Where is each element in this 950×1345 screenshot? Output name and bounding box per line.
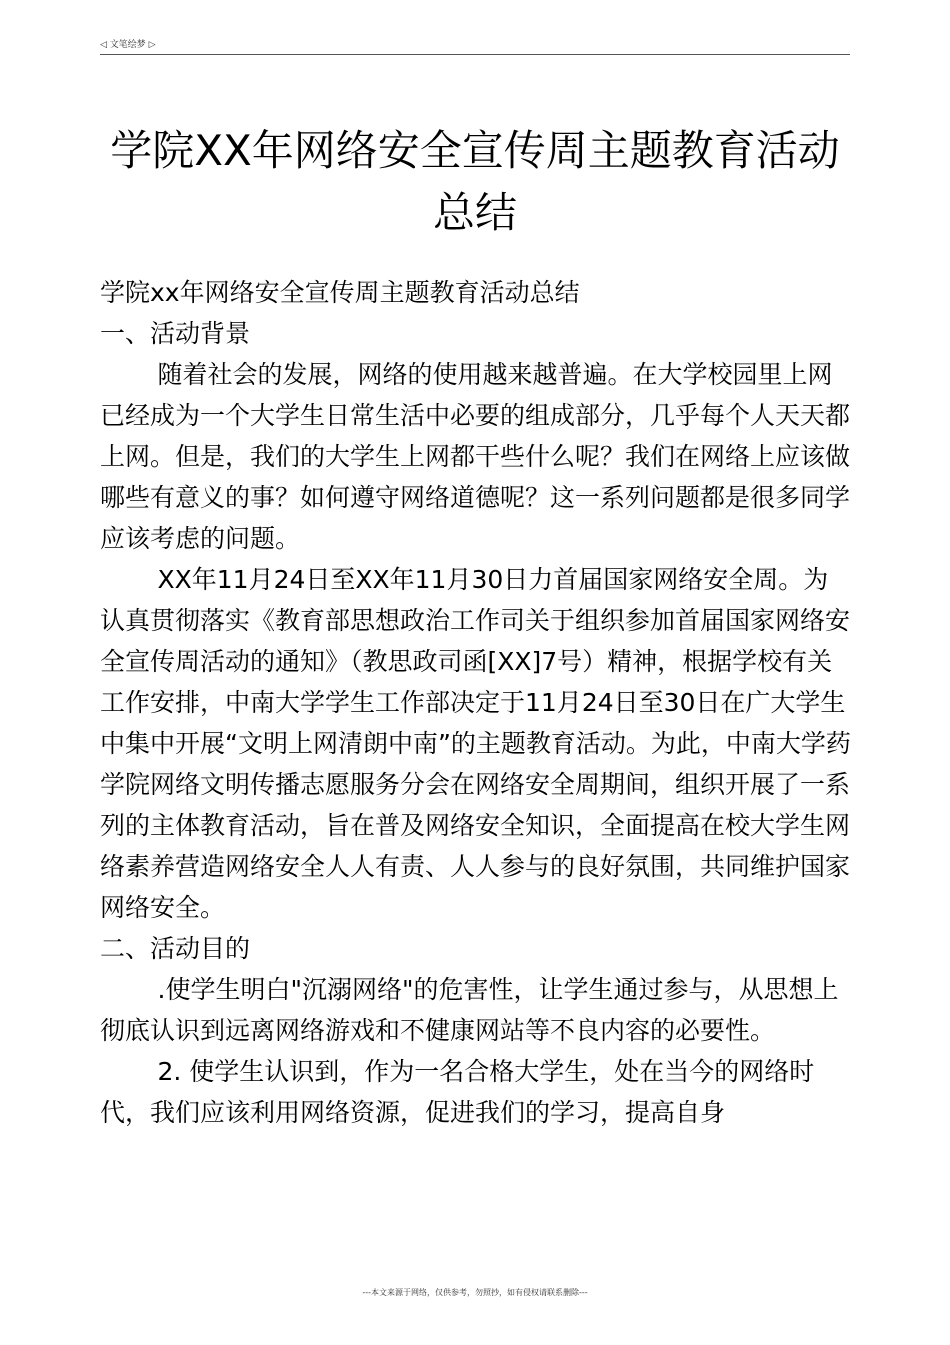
section-heading-background: 一、活动背景 (100, 319, 251, 348)
page-header (100, 38, 850, 55)
header-text: ◁ 文笔绘梦 ▷ (100, 40, 156, 50)
document-subtitle: 学院xx年网络安全宣传周主题教育活动总结 (100, 278, 580, 307)
paragraph-background: 随着社会的发展，网络的使用越来越普遍。在大学校园里上网已经成为一个大学生日常生活中必要的组成部分，几乎每个人天天都上网。但是，我们的大学生上网都干些什么呢？我们在网络上应该做哪些有意义的事？如何遵守网络道德呢？这一系列问题都是很多同学应该考虑的问题。 (100, 360, 851, 553)
paragraph-purpose-1: .使学生明白"沉溺网络"的危害性，让学生通过参与，从思想上彻底认识到远离网络游戏和不健康网站等不良内容的必要性。 (100, 975, 839, 1045)
document-body (100, 272, 852, 1133)
paragraph-purpose-2: 2. 使学生认识到，作为一名合格大学生，处在当今的网络时代，我们应该利用网络资源，促进我们的学习，提高自身 (100, 1057, 815, 1127)
section-heading-purpose: 二、活动目的 (100, 934, 251, 963)
page-footer: ---本文来源于网络，仅供参考，勿照抄，如有侵权请联系删除--- (362, 1288, 588, 1297)
document-title: 学院XX年网络安全宣传周主题教育活动总结 (110, 126, 840, 237)
paragraph-security-week: XX年11月24日至XX年11月30日力首届国家网络安全周。为认真贯彻落实《教育部思想政治工作司关于组织参加首届国家网络安全宣传周活动的通知》（教思政司函[XX]7号）精神，根据学校有关工作安排，中南大学学生工作部决定于11月24日至30日在广大学生中集中开展“文明上网清朗中南”的主题教育活动。为此，中南大学药学院网络文明传播志愿服务分会在网络安全周期间，组织开展了一系列的主体教育活动，旨在普及网络安全知识，全面提高在校大学生网络素养营造网络安全人人有责、人人参与的良好氛围，共同维护国家网络安全。 (100, 565, 851, 922)
